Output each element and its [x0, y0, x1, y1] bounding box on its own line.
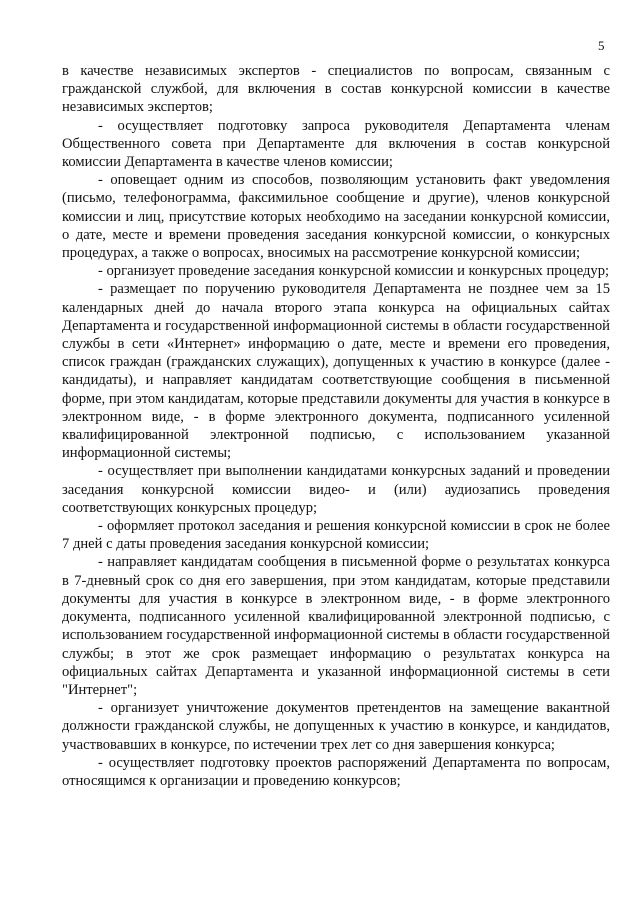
paragraph-organize-meeting: - организует проведение заседания конкурсной комиссии и конкурсных процедур;: [98, 263, 610, 280]
paragraph-protocol: - оформляет протокол заседания и решения конкурсной комиссии в срок не более 7 дней с даты проведения заседания конкурсной комиссии;: [62, 518, 610, 553]
paragraph-independent-experts: в качестве независимых экспертов - специалистов по вопросам, связанным с гражданской службой, для включения в состав конкурсной комиссии в качестве независимых экспертов;: [62, 63, 610, 116]
paragraph-notification: - оповещает одним из способов, позволяющим установить факт уведомления (письмо, телефонограмма, факсимильное сообщение и другие), членов конкурсной комиссии и лиц, присутствие которых необходимо на заседании конкурсной комиссии, о дате, месте и времени проведения заседания конкурсной комиссии, о конкурсных процедурах, а также о вопросах, вносимых на рассмотрение конкурсной комиссии;: [62, 172, 610, 262]
paragraph-draft-orders: - осуществляет подготовку проектов распоряжений Департамента по вопросам, относящимся к организации и проведению конкурсов;: [62, 754, 610, 789]
document-body: [62, 62, 610, 790]
paragraph-document-destruction: - организует уничтожение документов претендентов на замещение вакантной должности гражданской службы, не допущенных к участию в конкурсе, и кандидатов, участвовавших в конкурсе, по истечении трех лет со дня завершения конкурса;: [62, 700, 610, 753]
paragraph-results-notice: - направляет кандидатам сообщения в письменной форме о результатах конкурса в 7-дневный срок со дня его завершения, при этом кандидатам, которые представили документы для участия в конкурсе в электронном виде, - в форме электронного документа, подписанного усиленной квалифицированной электронной подписью, с использованием государственной информационной системы в области государственной службы; в этот же срок размещает информацию о результатах конкурса на официальных сайтах Департамента и указанной информационной системы в сети "Интернет";: [62, 554, 610, 698]
paragraph-video-recording: - осуществляет при выполнении кандидатами конкурсных заданий и проведении заседания конкурсной комиссии видео- и (или) аудиозапись проведения соответствующих конкурсных процедур;: [62, 463, 610, 516]
paragraph-public-council-request: - осуществляет подготовку запроса руководителя Департамента членам Общественного совета при Департаменте для включения в состав конкурсной комиссии Департамента в качестве членов комиссии;: [62, 117, 610, 171]
paragraph-publish-info: - размещает по поручению руководителя Департамента не позднее чем за 15 календарных дней до начала второго этапа конкурса на официальных сайтах Департамента и государственной информационной системы в области государственной службы в сети «Интернет» информацию о дате, месте и времени его проведения, список граждан (гражданских служащих), допущенных к участию в конкурсе (далее - кандидаты), и направляет кандидатам соответствующие сообщения в письменной форме, при этом кандидатам, которые представили документы для участия в конкурсе в электронном виде, - в форме электронного документа, подписанного усиленной квалифицированной электронной подписью, с использованием указанной информационной системы;: [62, 281, 610, 462]
page-number: 5: [598, 38, 605, 53]
